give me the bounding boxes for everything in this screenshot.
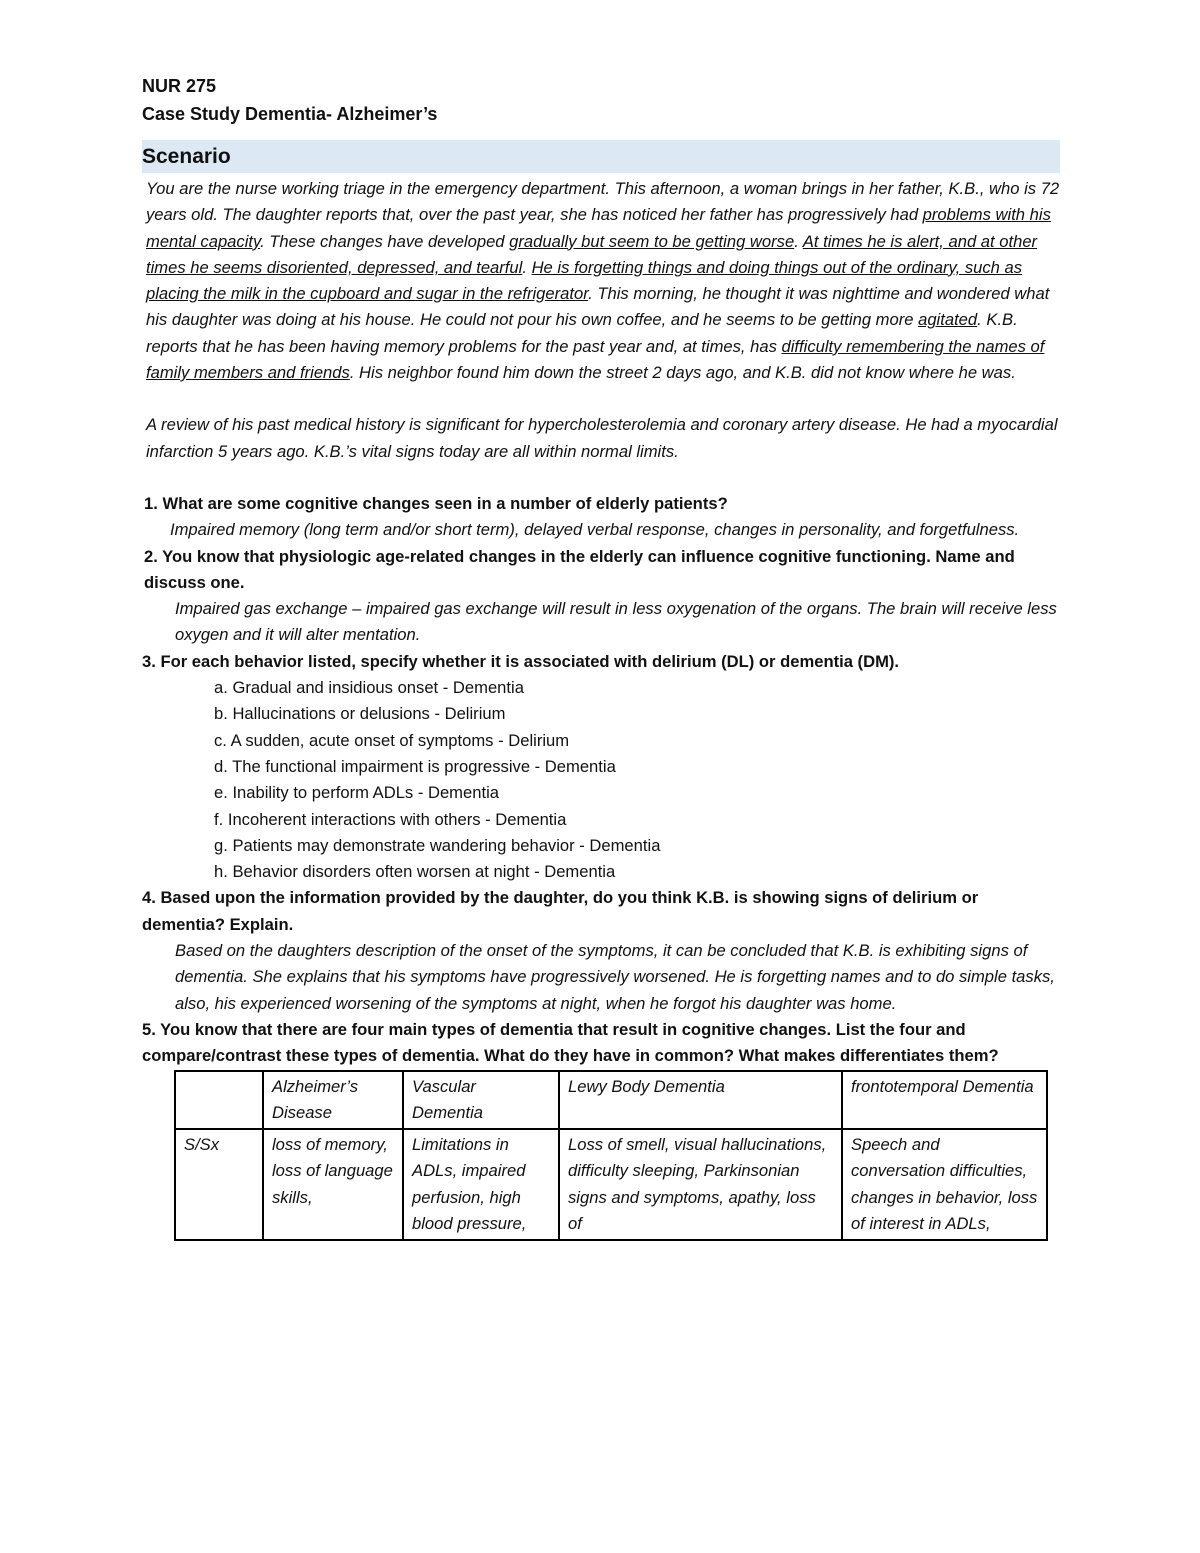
behavior-item: d. The functional impairment is progressive - Dementia: [214, 756, 616, 776]
underlined-text: problems with his mental capacity: [146, 205, 1051, 251]
table-cell: S/Sx: [175, 1129, 263, 1240]
question-2: 2. You know that physiologic age-related changes in the elderly can influence cognitive functioning. Name and discuss one.: [144, 546, 1015, 592]
scenario-heading: Scenario: [142, 140, 1060, 173]
table-header-cell: [175, 1071, 263, 1130]
behavior-item: g. Patients may demonstrate wandering behavior - Dementia: [214, 835, 661, 855]
scenario-text-segment: . His neighbor found him down the street 2 days ago, and K.B. did not know where he was.: [349, 363, 1016, 383]
answer-1: Impaired memory (long term and/or short term), delayed verbal response, changes in personality, and forgetfulness.: [170, 520, 1020, 540]
table-header-cell: Alzheimer’s Disease: [263, 1071, 403, 1130]
table-cell: Limitations in ADLs, impaired perfusion, high blood pressure,: [403, 1129, 559, 1240]
answer-2: Impaired gas exchange – impaired gas exchange will result in less oxygenation of the organs. The brain will receive less oxygen and it will alter mentation.: [175, 599, 1057, 645]
questions: [142, 491, 1060, 1070]
table-cell: Speech and conversation difficulties, changes in behavior, loss of interest in ADLs,: [842, 1129, 1047, 1240]
answer-4: Based on the daughters description of the onset of the symptoms, it can be concluded that K.B. is exhibiting signs of dementia. She explains that his symptoms have progressively worsened. He is forgetting names and to do simple tasks, also, his experienced worsening of the symptoms at night, when he forgot his daughter was home.: [175, 941, 1055, 1013]
scenario-text-segment: . This morning, he thought it was nighttime and wondered what his daughter was doing at his house. He could not pour his own coffee, and he seems to be getting more: [146, 284, 1050, 330]
question-1: 1. What are some cognitive changes seen in a number of elderly patients?: [144, 493, 728, 513]
behavior-item: h. Behavior disorders often worsen at night - Dementia: [214, 862, 616, 882]
table-cell: loss of memory, loss of language skills,: [263, 1129, 403, 1240]
scenario-text-segment: You are the nurse working triage in the emergency department. This afternoon, a woman brings in her father, K.B., who is 72 years old. The daughter reports that, over the past year, she has noticed her father has progressively had: [146, 179, 1060, 225]
question-3: 3. For each behavior listed, specify whether it is associated with delirium (DL) or dementia (DM).: [142, 651, 900, 671]
document-page: [142, 72, 1060, 1241]
scenario-text-segment: .: [522, 257, 532, 277]
underlined-text: gradually but seem to be getting worse: [509, 231, 795, 251]
table-header-row: [175, 1071, 1047, 1130]
behavior-list: [142, 675, 1060, 885]
question-5: 5. You know that there are four main types of dementia that result in cognitive changes. List the four and compare/contrast these types of dementia. What do they have in common? What makes differentiates them?: [142, 1019, 999, 1066]
medical-history: A review of his past medical history is significant for hypercholesterolemia and coronary artery disease. He had a myocardial infarction 5 years ago. K.B.’s vital signs today are all within normal limits.: [146, 415, 1058, 461]
behavior-item: e. Inability to perform ADLs - Dementia: [214, 783, 499, 803]
course-code: NUR 275: [142, 76, 217, 96]
underlined-text: difficulty remembering the names of family members and friends: [146, 336, 1045, 383]
dementia-comparison-table: [174, 1070, 1048, 1242]
table-header-cell: Vascular Dementia: [403, 1071, 559, 1130]
question-4: 4. Based upon the information provided by the daughter, do you think K.B. is showing signs of delirium or dementia? Explain.: [142, 888, 979, 934]
document-title: Case Study Dementia- Alzheimer’s: [142, 104, 438, 124]
behavior-item: f. Incoherent interactions with others - Dementia: [214, 809, 567, 829]
scenario-text-segment: .: [794, 231, 803, 251]
underlined-text: At times he is alert, and at other times he seems disoriented, depressed, and tearful: [146, 231, 1038, 277]
scenario-text: [142, 176, 1060, 386]
underlined-text: He is forgetting things and doing things out of the ordinary, such as placing the milk in the cupboard and sugar in the refrigerator: [146, 257, 1023, 304]
table-cell: Loss of smell, visual hallucinations, difficulty sleeping, Parkinsonian signs and symptoms, apathy, loss of: [559, 1129, 842, 1240]
scenario-text-segment: . K.B. reports that he has been having memory problems for the past year and, at times, has: [146, 310, 1018, 356]
table-row: [175, 1129, 1047, 1240]
behavior-item: b. Hallucinations or delusions - Delirium: [214, 704, 506, 724]
behavior-item: a. Gradual and insidious onset - Dementia: [214, 678, 524, 698]
table-header-cell: Lewy Body Dementia: [559, 1071, 842, 1130]
scenario-text-segment: . These changes have developed: [260, 231, 510, 251]
table-header-cell: frontotemporal Dementia: [842, 1071, 1047, 1130]
underlined-text: agitated: [918, 310, 978, 330]
behavior-item: c. A sudden, acute onset of symptoms - Delirium: [214, 730, 570, 750]
